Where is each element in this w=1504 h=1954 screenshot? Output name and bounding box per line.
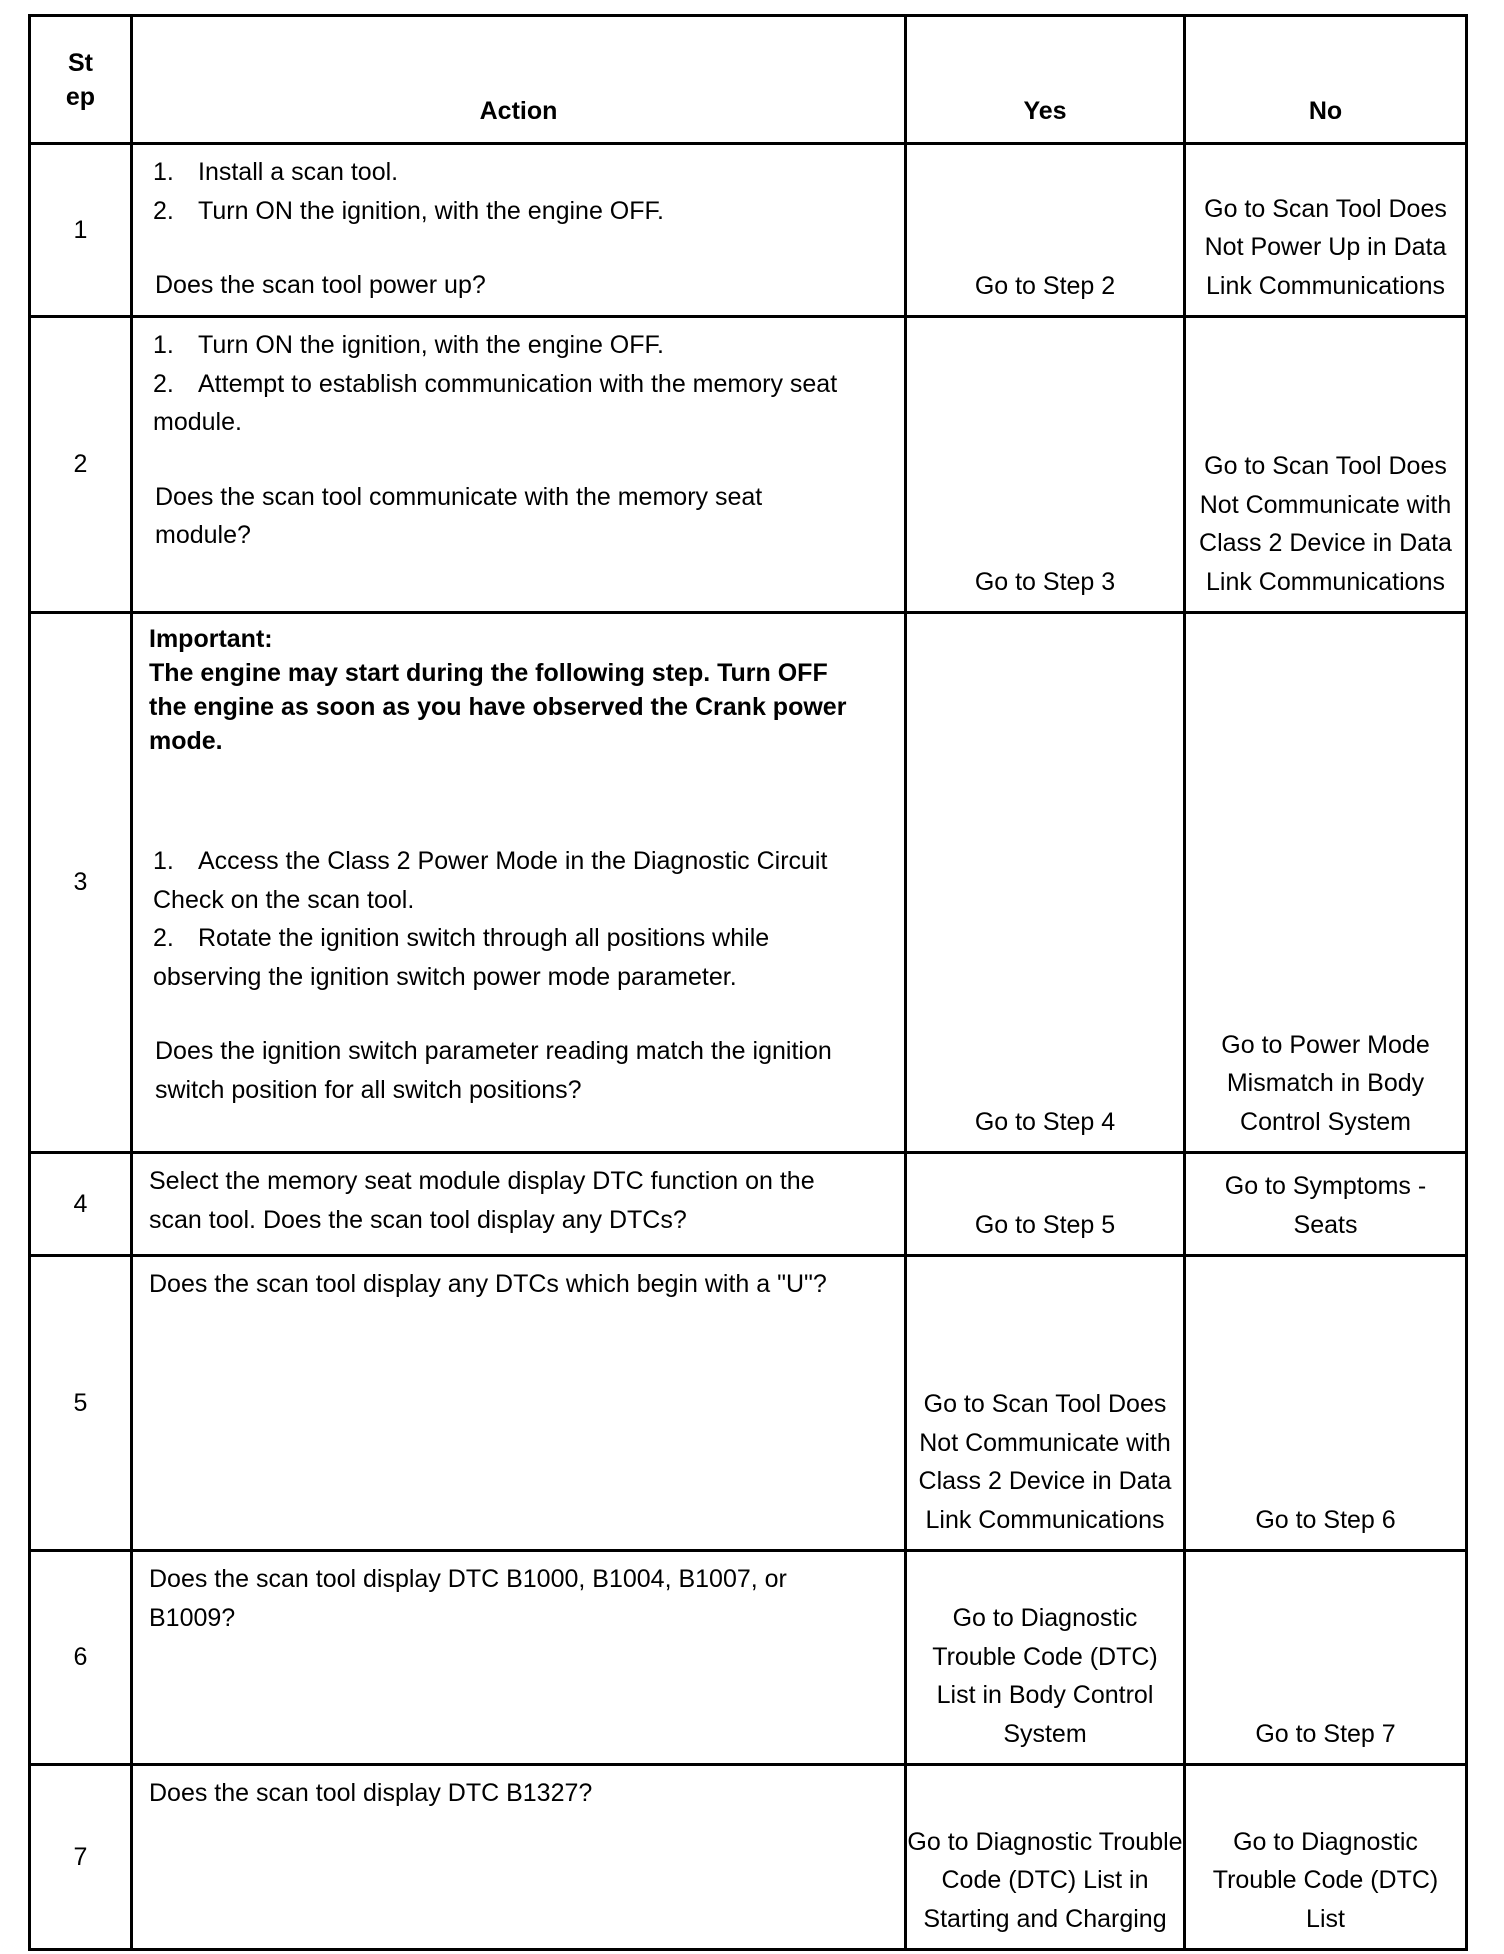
step-number: 4 — [30, 1153, 132, 1256]
action-cell — [132, 1765, 906, 1950]
header-row — [30, 16, 1467, 144]
table-row — [30, 317, 1467, 613]
step-number: 5 — [30, 1256, 132, 1551]
diagnostic-table — [28, 14, 1468, 1951]
no-cell: Go to Scan Tool Does Not Power Up in Data Link Communications — [1185, 144, 1467, 317]
yes-cell: Go to Step 4 — [906, 613, 1185, 1153]
action-question: Does the scan tool power up? — [155, 271, 486, 299]
step-number: 1 — [30, 144, 132, 317]
step-number: 3 — [30, 613, 132, 1153]
no-cell: Go to Power Mode Mismatch in Body Control System — [1185, 613, 1467, 1153]
table-row — [30, 613, 1467, 1153]
action-cell — [132, 317, 906, 613]
no-cell: Go to Symptoms - Seats — [1185, 1153, 1467, 1256]
action-cell — [132, 1256, 906, 1551]
no-cell: Go to Step 7 — [1185, 1551, 1467, 1765]
header-action: Action — [132, 16, 906, 144]
action-question: Does the ignition switch parameter reading match the ignition switch position for all switch positions? — [155, 1037, 832, 1104]
yes-cell: Go to Step 2 — [906, 144, 1185, 317]
table-row — [30, 144, 1467, 317]
important-label: Important: — [149, 625, 273, 653]
yes-cell: Go to Scan Tool Does Not Communicate with Class 2 Device in Data Link Communications — [906, 1256, 1185, 1551]
action-question: Does the scan tool communicate with the memory seat module? — [155, 482, 763, 549]
yes-cell: Go to Diagnostic Trouble Code (DTC) List in Body Control System — [906, 1551, 1185, 1765]
action-text: Does the scan tool display DTC B1327? — [149, 1779, 593, 1807]
action-cell — [132, 1153, 906, 1256]
action-item: 2. Attempt to establish communication with the memory seat module. — [153, 369, 838, 436]
action-item: 1. Access the Class 2 Power Mode in the Diagnostic Circuit Check on the scan tool. — [153, 847, 828, 914]
no-cell: Go to Scan Tool Does Not Communicate with Class 2 Device in Data Link Communications — [1185, 317, 1467, 613]
header-no: No — [1185, 16, 1467, 144]
no-cell: Go to Step 6 — [1185, 1256, 1467, 1551]
important-text: The engine may start during the following step. Turn OFF the engine as soon as you have observed the Crank power mode. — [149, 659, 847, 755]
yes-cell: Go to Step 5 — [906, 1153, 1185, 1256]
action-cell — [132, 144, 906, 317]
action-text: Select the memory seat module display DTC function on the scan tool. Does the scan tool display any DTCs? — [149, 1167, 815, 1234]
yes-cell: Go to Step 3 — [906, 317, 1185, 613]
yes-cell: Go to Diagnostic Trouble Code (DTC) List in Starting and Charging — [906, 1765, 1185, 1950]
action-text: Does the scan tool display DTC B1000, B1004, B1007, or B1009? — [149, 1565, 787, 1632]
table-row — [30, 1256, 1467, 1551]
step-number: 2 — [30, 317, 132, 613]
table-row — [30, 1153, 1467, 1256]
step-number: 7 — [30, 1765, 132, 1950]
action-item: 2. Turn ON the ignition, with the engine OFF. — [153, 196, 664, 225]
action-item: 2. Rotate the ignition switch through all positions while observing the ignition switch power mode parameter. — [153, 924, 770, 991]
table-row — [30, 1765, 1467, 1950]
action-cell — [132, 1551, 906, 1765]
action-item: 1. Install a scan tool. — [153, 158, 399, 186]
header-yes: Yes — [906, 16, 1185, 144]
action-cell — [132, 613, 906, 1153]
action-item: 1. Turn ON the ignition, with the engine OFF. — [153, 331, 664, 359]
step-number: 6 — [30, 1551, 132, 1765]
header-step: St ep — [30, 16, 132, 144]
action-text: Does the scan tool display any DTCs which begin with a "U"? — [149, 1270, 827, 1298]
table-row — [30, 1551, 1467, 1765]
no-cell: Go to Diagnostic Trouble Code (DTC) List — [1185, 1765, 1467, 1950]
